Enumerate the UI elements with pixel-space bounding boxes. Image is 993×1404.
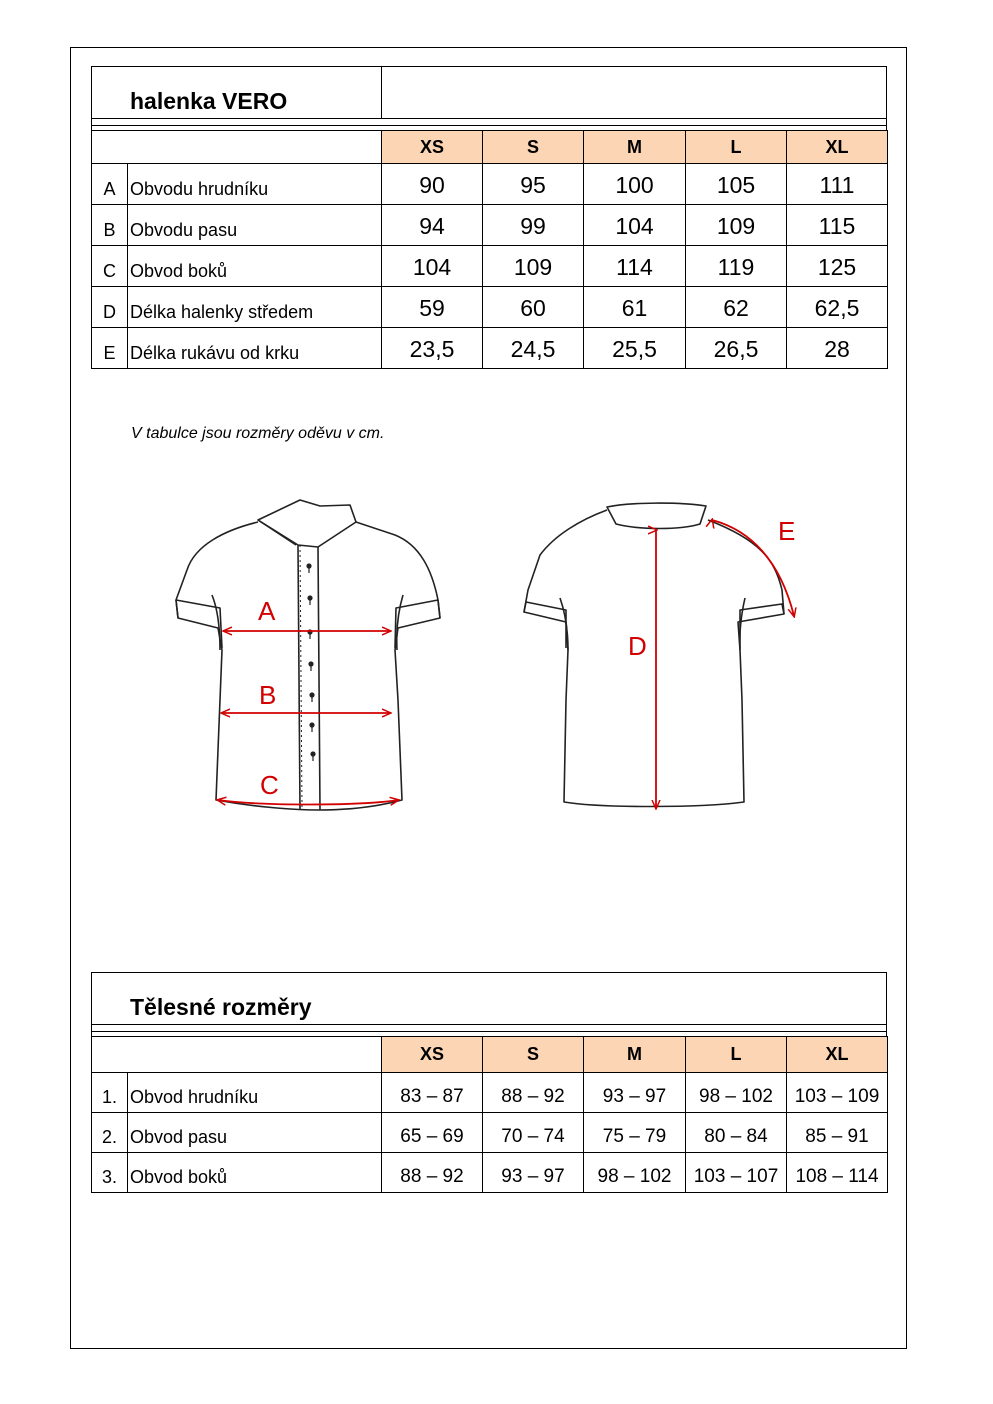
row-number: 2. bbox=[92, 1113, 128, 1153]
size-header-s: S bbox=[483, 131, 584, 164]
cell-value: 28 bbox=[787, 328, 888, 369]
cell-value: 98 – 102 bbox=[584, 1153, 686, 1193]
table-row bbox=[92, 164, 888, 205]
row-letter: E bbox=[92, 328, 128, 369]
cell-value: 59 bbox=[382, 287, 483, 328]
cell-value: 119 bbox=[686, 246, 787, 287]
label-a: A bbox=[258, 596, 276, 626]
label-b: B bbox=[259, 680, 277, 710]
cell-value: 23,5 bbox=[382, 328, 483, 369]
cell-value: 62 bbox=[686, 287, 787, 328]
size-header-s: S bbox=[483, 1037, 584, 1073]
cell-value: 24,5 bbox=[483, 328, 584, 369]
cell-value: 70 – 74 bbox=[483, 1113, 584, 1153]
row-letter: C bbox=[92, 246, 128, 287]
row-label: Obvod hrudníku bbox=[128, 1073, 382, 1113]
cell-value: 103 – 107 bbox=[686, 1153, 787, 1193]
cell-value: 109 bbox=[483, 246, 584, 287]
size-header-m: M bbox=[584, 1037, 686, 1073]
cell-value: 100 bbox=[584, 164, 686, 205]
garment-size-sheet bbox=[91, 66, 887, 369]
cell-value: 65 – 69 bbox=[382, 1113, 483, 1153]
cell-value: 25,5 bbox=[584, 328, 686, 369]
body-title-box bbox=[91, 972, 887, 1024]
row-number: 1. bbox=[92, 1073, 128, 1113]
units-note: V tabulce jsou rozměry oděvu v cm. bbox=[131, 425, 385, 442]
cell-value: 115 bbox=[787, 205, 888, 246]
row-letter: D bbox=[92, 287, 128, 328]
label-c: C bbox=[260, 770, 279, 800]
cell-value: 111 bbox=[787, 164, 888, 205]
table-row bbox=[92, 1113, 888, 1153]
cell-value: 85 – 91 bbox=[787, 1113, 888, 1153]
label-e: E bbox=[778, 516, 796, 546]
cell-value: 98 – 102 bbox=[686, 1073, 787, 1113]
size-header-row bbox=[92, 131, 888, 164]
table-row bbox=[92, 287, 888, 328]
cell-value: 88 – 92 bbox=[483, 1073, 584, 1113]
size-header-xl: XL bbox=[787, 131, 888, 164]
cell-value: 125 bbox=[787, 246, 888, 287]
label-d: D bbox=[628, 631, 647, 661]
cell-value: 99 bbox=[483, 205, 584, 246]
body-title: Tělesné rozměry bbox=[130, 994, 312, 1020]
row-label: Obvod pasu bbox=[128, 1113, 382, 1153]
cell-value: 108 – 114 bbox=[787, 1153, 888, 1193]
body-size-sheet bbox=[91, 972, 887, 1193]
cell-value: 26,5 bbox=[686, 328, 787, 369]
cell-value: 104 bbox=[584, 205, 686, 246]
size-header-xs: XS bbox=[382, 131, 483, 164]
body-size-table bbox=[91, 1036, 888, 1193]
cell-value: 61 bbox=[584, 287, 686, 328]
garment-title: halenka VERO bbox=[130, 88, 288, 114]
cell-value: 62,5 bbox=[787, 287, 888, 328]
table-row bbox=[92, 205, 888, 246]
table-row bbox=[92, 246, 888, 287]
garment-size-table bbox=[91, 130, 888, 369]
size-header-m: M bbox=[584, 131, 686, 164]
cell-value: 94 bbox=[382, 205, 483, 246]
size-header-xl: XL bbox=[787, 1037, 888, 1073]
cell-value: 60 bbox=[483, 287, 584, 328]
cell-value: 95 bbox=[483, 164, 584, 205]
cell-value: 103 – 109 bbox=[787, 1073, 888, 1113]
cell-value: 90 bbox=[382, 164, 483, 205]
row-label: Obvodu pasu bbox=[128, 205, 382, 246]
cell-value: 114 bbox=[584, 246, 686, 287]
table-row bbox=[92, 1153, 888, 1193]
row-label: Délka halenky středem bbox=[128, 287, 382, 328]
row-label: Obvod boků bbox=[128, 1153, 382, 1193]
cell-value: 105 bbox=[686, 164, 787, 205]
row-letter: B bbox=[92, 205, 128, 246]
size-header-l: L bbox=[686, 131, 787, 164]
cell-value: 109 bbox=[686, 205, 787, 246]
cell-value: 104 bbox=[382, 246, 483, 287]
cell-value: 93 – 97 bbox=[483, 1153, 584, 1193]
row-label: Délka rukávu od krku bbox=[128, 328, 382, 369]
table-row bbox=[92, 1073, 888, 1113]
cell-value: 93 – 97 bbox=[584, 1073, 686, 1113]
garment-title-box bbox=[91, 66, 887, 118]
size-header-l: L bbox=[686, 1037, 787, 1073]
row-letter: A bbox=[92, 164, 128, 205]
table-row bbox=[92, 328, 888, 369]
cell-value: 88 – 92 bbox=[382, 1153, 483, 1193]
cell-value: 75 – 79 bbox=[584, 1113, 686, 1153]
cell-value: 83 – 87 bbox=[382, 1073, 483, 1113]
cell-value: 80 – 84 bbox=[686, 1113, 787, 1153]
size-header-xs: XS bbox=[382, 1037, 483, 1073]
size-header-row bbox=[92, 1037, 888, 1073]
row-number: 3. bbox=[92, 1153, 128, 1193]
row-label: Obvod boků bbox=[128, 246, 382, 287]
row-label: Obvodu hrudníku bbox=[128, 164, 382, 205]
